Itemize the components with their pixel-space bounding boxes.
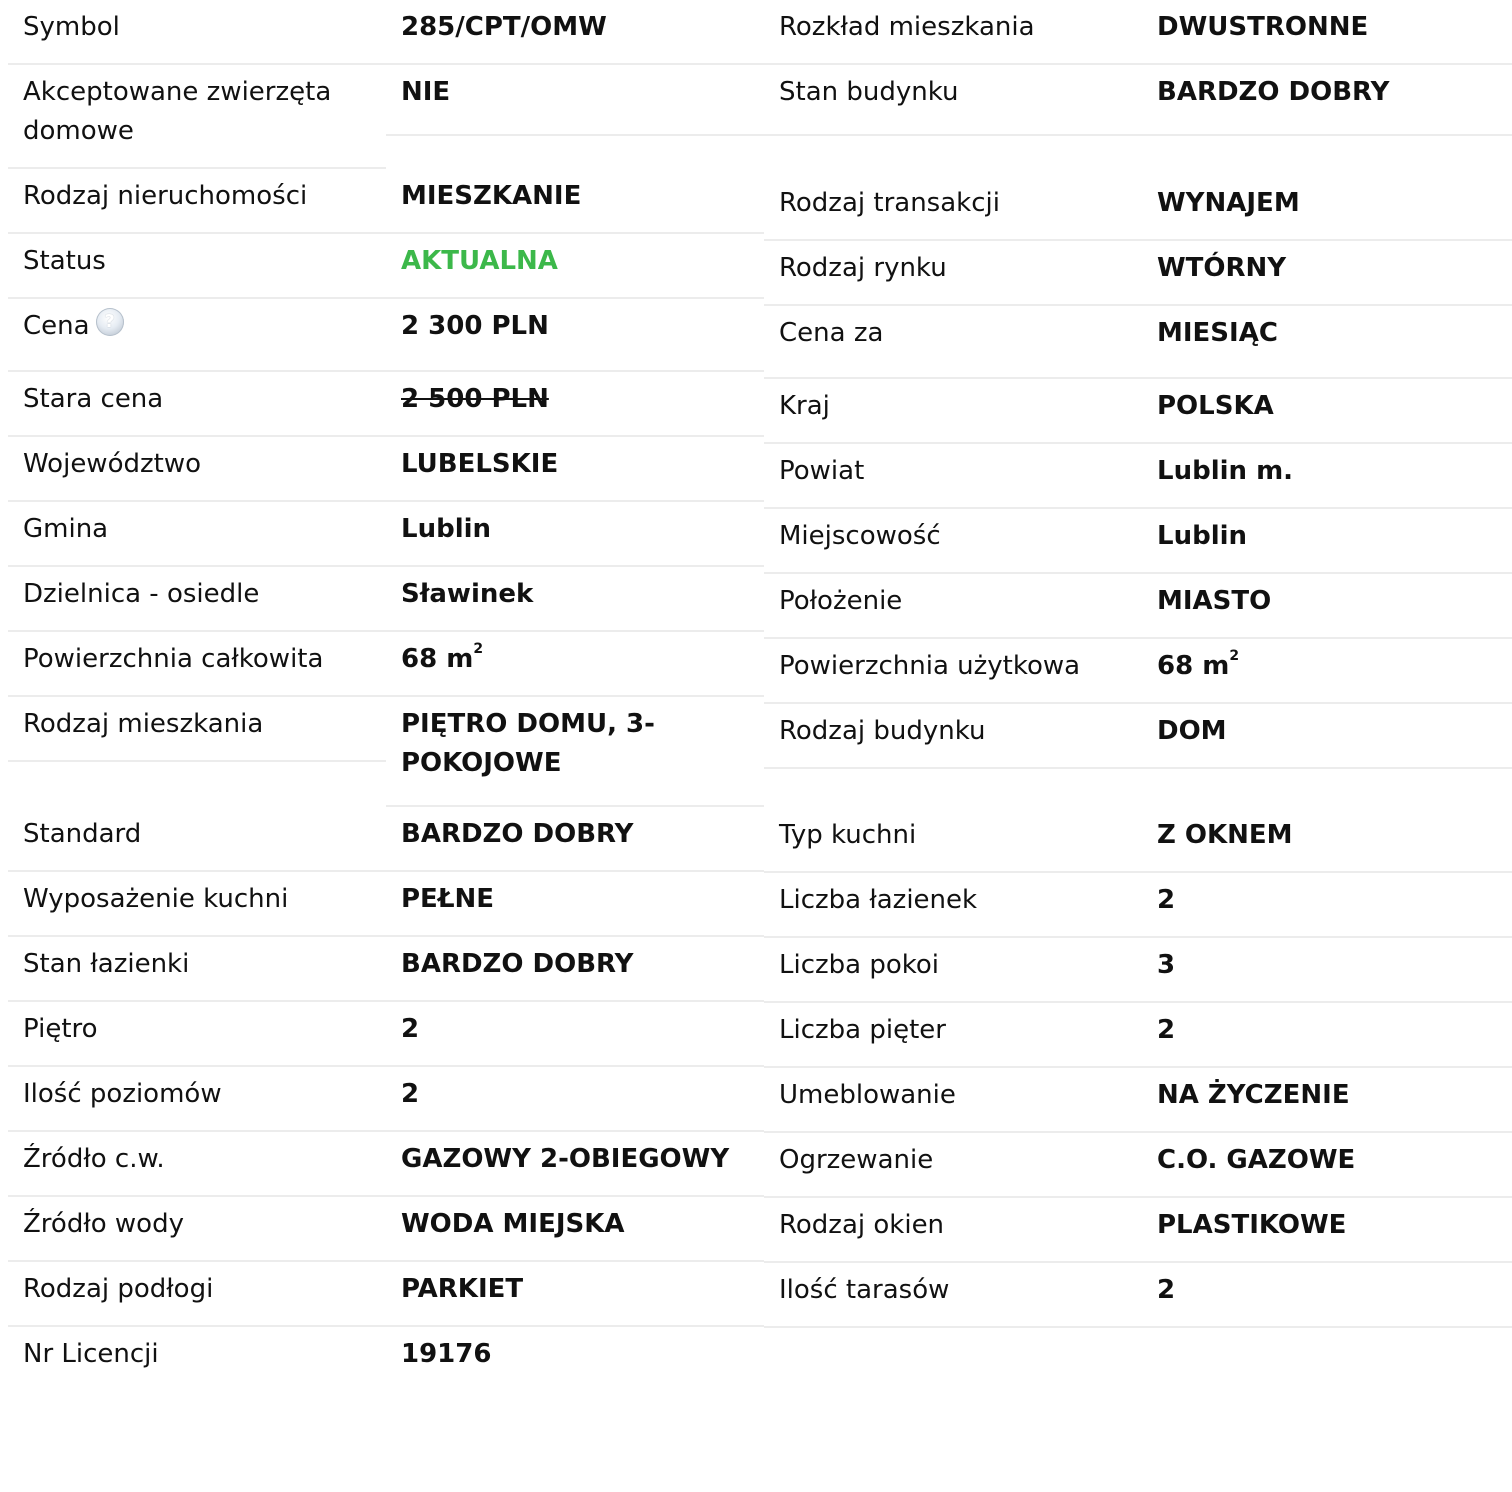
detail-label: Rodzaj mieszkania [8, 697, 386, 762]
detail-value: 285/CPT/OMW [386, 0, 764, 65]
detail-value: PIĘTRO DOMU, 3-POKOJOWE [386, 697, 764, 807]
detail-label: Rodzaj nieruchomości [8, 169, 386, 234]
detail-row [764, 704, 1512, 769]
detail-row [8, 872, 764, 937]
detail-row [8, 937, 764, 1002]
detail-label: Akceptowane zwierzęta domowe [8, 65, 386, 169]
detail-label: Standard [8, 807, 386, 872]
detail-row [8, 502, 764, 567]
detail-row [764, 306, 1512, 379]
detail-value: Z OKNEM [1142, 808, 1512, 873]
detail-value: MIASTO [1142, 574, 1512, 639]
old-price-cell [386, 372, 764, 437]
detail-row [764, 639, 1512, 704]
detail-row [8, 437, 764, 502]
detail-label: Ilość poziomów [8, 1067, 386, 1132]
detail-row [764, 241, 1512, 306]
detail-value: PEŁNE [386, 872, 764, 937]
detail-row [764, 808, 1512, 873]
detail-label: Stan łazienki [8, 937, 386, 1002]
detail-value: Lublin [1142, 509, 1512, 574]
detail-label: Rodzaj rynku [764, 241, 1142, 306]
detail-label: Rodzaj podłogi [8, 1262, 386, 1327]
detail-label: Liczba pięter [764, 1003, 1142, 1068]
price-label-cell [8, 299, 386, 372]
details-column-right [764, 0, 1512, 1328]
detail-row [764, 1003, 1512, 1068]
detail-value: BARDZO DOBRY [1142, 65, 1512, 136]
detail-row [764, 938, 1512, 1003]
detail-label: Powierzchnia całkowita [8, 632, 386, 697]
detail-row [8, 1327, 764, 1390]
detail-value: PLASTIKOWE [1142, 1198, 1512, 1263]
detail-label: Status [8, 234, 386, 299]
detail-value: 2 [386, 1002, 764, 1067]
detail-row [8, 567, 764, 632]
detail-row [764, 1068, 1512, 1133]
detail-row [764, 1198, 1512, 1263]
row-spacer [764, 136, 1512, 176]
detail-value: DOM [1142, 704, 1512, 769]
detail-label: Kraj [764, 379, 1142, 444]
detail-row [8, 1067, 764, 1132]
detail-row [764, 873, 1512, 938]
detail-row [764, 444, 1512, 509]
detail-row [8, 1132, 764, 1197]
detail-row [8, 1197, 764, 1262]
detail-label: Rozkład mieszkania [764, 0, 1142, 65]
detail-value: C.O. GAZOWE [1142, 1133, 1512, 1198]
detail-row [764, 509, 1512, 574]
detail-value: NA ŻYCZENIE [1142, 1068, 1512, 1133]
detail-label: Nr Licencji [23, 1339, 159, 1369]
detail-label: Rodzaj transakcji [764, 176, 1142, 241]
detail-label: Liczba pokoi [764, 938, 1142, 1003]
detail-row [8, 697, 764, 807]
detail-value: 3 [1142, 938, 1512, 1003]
detail-value: 2 [1142, 1263, 1512, 1328]
detail-label: Symbol [8, 0, 386, 65]
detail-value: GAZOWY 2-OBIEGOWY [386, 1132, 764, 1197]
area-value-cell [386, 632, 764, 697]
detail-value: WODA MIEJSKA [386, 1197, 764, 1262]
detail-label: Gmina [8, 502, 386, 567]
detail-row [764, 65, 1512, 136]
details-column-left [8, 0, 764, 1390]
detail-label: Cena [23, 311, 90, 341]
detail-row [8, 299, 764, 372]
old-price-value: 2 500 PLN [401, 384, 549, 414]
unit-exponent: 2 [1229, 648, 1240, 665]
detail-value: DWUSTRONNE [1142, 0, 1512, 65]
detail-row [8, 807, 764, 872]
detail-value: MIESIĄC [1142, 306, 1512, 379]
detail-value: 19176 [401, 1339, 492, 1369]
detail-row [764, 1263, 1512, 1328]
detail-row [8, 169, 764, 234]
detail-value: 68 m [401, 644, 474, 674]
detail-label: Stan budynku [764, 65, 1142, 136]
detail-row [764, 0, 1512, 65]
detail-value: LUBELSKIE [386, 437, 764, 502]
detail-row [8, 632, 764, 697]
detail-row [8, 0, 764, 65]
detail-label: Ogrzewanie [764, 1133, 1142, 1198]
detail-value: WYNAJEM [1142, 176, 1512, 241]
detail-value: Sławinek [386, 567, 764, 632]
detail-value: POLSKA [1142, 379, 1512, 444]
detail-value: WTÓRNY [1142, 241, 1512, 306]
detail-label: Umeblowanie [764, 1068, 1142, 1133]
detail-value: 2 [386, 1067, 764, 1132]
detail-label: Miejscowość [764, 509, 1142, 574]
row-spacer [764, 769, 1512, 808]
detail-label: Cena za [764, 306, 1142, 379]
detail-value: 68 m [1157, 651, 1230, 681]
detail-row [8, 65, 764, 169]
detail-row [8, 1262, 764, 1327]
detail-label: Położenie [764, 574, 1142, 639]
detail-label: Powiat [764, 444, 1142, 509]
detail-label: Rodzaj budynku [764, 704, 1142, 769]
detail-label: Piętro [8, 1002, 386, 1067]
detail-value: 2 300 PLN [386, 299, 764, 372]
unit-exponent: 2 [473, 641, 484, 658]
detail-label: Powierzchnia użytkowa [764, 639, 1142, 704]
detail-label: Źródło wody [8, 1197, 386, 1262]
detail-label: Województwo [8, 437, 386, 502]
detail-value: 2 [1142, 873, 1512, 938]
detail-row [8, 1002, 764, 1067]
detail-row [764, 1133, 1512, 1198]
detail-label: Wyposażenie kuchni [8, 872, 386, 937]
detail-value: Lublin m. [1142, 444, 1512, 509]
help-icon[interactable] [96, 308, 124, 336]
detail-value: BARDZO DOBRY [386, 937, 764, 1002]
detail-label: Źródło c.w. [8, 1132, 386, 1197]
detail-row [8, 372, 764, 437]
detail-row [764, 379, 1512, 444]
detail-value: 2 [1142, 1003, 1512, 1068]
detail-row [8, 234, 764, 299]
detail-value: MIESZKANIE [386, 169, 764, 234]
detail-value: NIE [386, 65, 764, 136]
detail-label: Ilość tarasów [764, 1263, 1142, 1328]
detail-label: Typ kuchni [764, 808, 1142, 873]
detail-label: Stara cena [8, 372, 386, 437]
detail-value: PARKIET [386, 1262, 764, 1327]
detail-row [764, 176, 1512, 241]
detail-label: Rodzaj okien [764, 1198, 1142, 1263]
status-value: AKTUALNA [386, 234, 764, 299]
detail-value: BARDZO DOBRY [386, 807, 764, 872]
detail-label: Dzielnica - osiedle [8, 567, 386, 632]
detail-row [764, 574, 1512, 639]
detail-label: Liczba łazienek [764, 873, 1142, 938]
area-value-cell [1142, 639, 1512, 704]
detail-value: Lublin [386, 502, 764, 567]
